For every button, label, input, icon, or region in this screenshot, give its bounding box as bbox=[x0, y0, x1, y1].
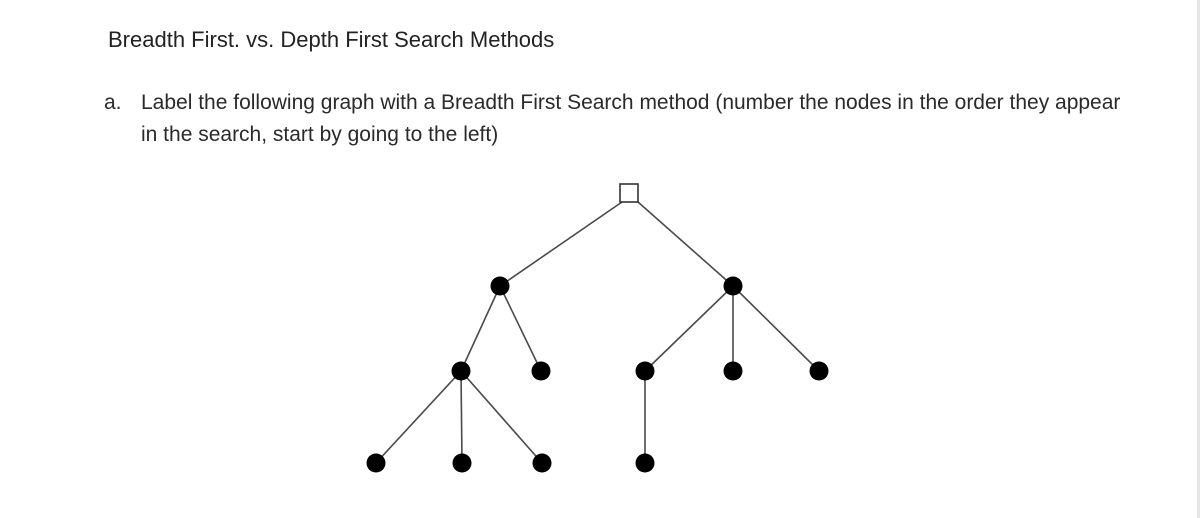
question-marker: a. bbox=[104, 91, 122, 114]
tree-node-left bbox=[491, 277, 510, 296]
tree-edge bbox=[638, 202, 733, 286]
tree-node-left-left bbox=[452, 362, 471, 381]
tree-edge bbox=[500, 202, 622, 286]
tree-node-ll-right bbox=[533, 454, 552, 473]
tree-node-left-right bbox=[532, 362, 551, 381]
tree-node-right bbox=[724, 277, 743, 296]
page-title: Breadth First. vs. Depth First Search Methods bbox=[108, 27, 555, 52]
tree-edge bbox=[376, 371, 461, 463]
tree-edge bbox=[461, 371, 462, 463]
tree-node-rl-child bbox=[636, 454, 655, 473]
tree-node-right-right bbox=[810, 362, 829, 381]
tree-node-right-left bbox=[636, 362, 655, 381]
question-text: Label the following graph with a Breadth First Search method (number the nodes in the order they appear in the search, start by going to the left) bbox=[141, 91, 1121, 146]
question-a bbox=[104, 87, 1124, 151]
tree-node-right-middle bbox=[724, 362, 743, 381]
tree-node-ll-left bbox=[367, 454, 386, 473]
tree-edge bbox=[461, 286, 500, 371]
tree-edge bbox=[733, 286, 819, 371]
tree-edge bbox=[461, 371, 542, 463]
tree-edge bbox=[645, 286, 733, 371]
tree-root-node bbox=[620, 184, 638, 202]
tree-edge bbox=[500, 286, 541, 371]
tree-node-ll-middle bbox=[453, 454, 472, 473]
